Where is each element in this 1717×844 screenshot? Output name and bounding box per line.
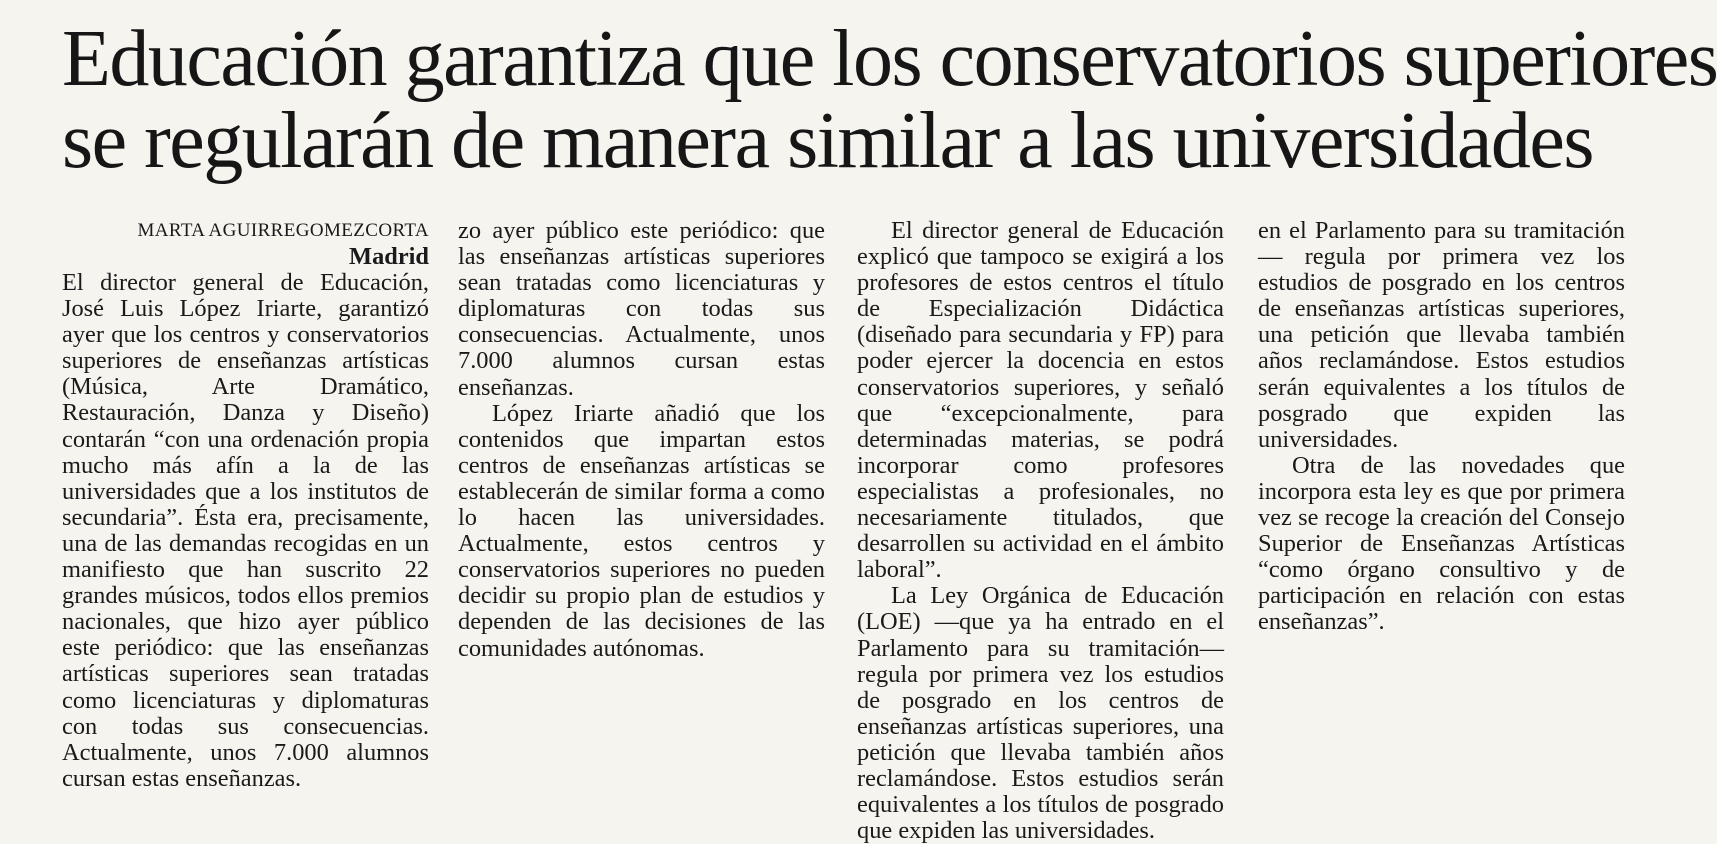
paragraph-1: El director general de Educación, José Luis López Iriarte, garantizó ayer que los centros y conservatorios superiores de enseñanzas artísticas (Música, Arte Dramático, Restauración, Danza y Diseño) contarán “con una ordenación propia mucho más afín a la de las universidades que a los institutos de secundaria”. Ésta era, precisamente, una de las demandas recogidas en un manifiesto que han suscrito 22 grandes músicos, todos ellos premios nacionales, que hizo ayer público este periódico: que las enseñanzas artísticas superiores sean tratadas como licenciaturas y diplomaturas con todas sus consecuencias. Actualmente, unos 7.000 alumnos cursan estas enseñanzas. [62,269,429,792]
paragraph-4-continued: en el Parlamento para su tramitación— regula por primera vez los estudios de posgrado en los centros de enseñanzas artísticas superiores, una petición que llevaba también años reclamándose. Estos estudios serán equivalentes a los títulos de posgrado que expiden las universidades. [1258,217,1625,453]
headline-line-1: Educación garantiza que los conservatorios superiores [62,15,1717,103]
paragraph-1-continued: zo ayer público este periódico: que las enseñanzas artísticas superiores sean tratadas como licenciaturas y diplomaturas con todas sus consecuencias. Actualmente, unos 7.000 alumnos cursan estas enseñanzas. [458,217,825,401]
column-4 [1258,218,1625,688]
headline [62,15,1717,185]
dateline-place: Madrid [349,243,429,270]
paragraph-5: Otra de las novedades que incorpora esta ley es que por primera vez se recoge la creación del Consejo Superior de Enseñanzas Artísticas “como órgano consultivo y de participación en relación con estas enseñanzas”. [1258,451,1625,636]
column-1 [62,218,429,792]
byline: MARTA AGUIRREGOMEZCORTA [137,220,429,241]
paragraph-3: El director general de Educación explicó que tampoco se exigirá a los profesores de estos centros el título de Especialización Didáctica (diseñado para secundaria y FP) para poder ejercer la docencia en estos conservatorios superiores, y señaló que “excepcionalmente, para determinadas materias, se podrá incorporar como profesores especialistas a profesionales, no necesariamente titulados, que desarrollen su actividad en el ámbito laboral”. [857,217,1224,584]
paragraph-2: López Iriarte añadió que los contenidos que impartan estos centros de enseñanzas artísticas se establecerán de similar forma a como lo hacen las universidades. Actualmente, estos centros y conservatorios superiores no pueden decidir su propio plan de estudios y dependen de las decisiones de las comunidades autónomas. [458,399,825,662]
paragraph-4: La Ley Orgánica de Educación (LOE) —que ya ha entrado en el Parlamento para su tramitación— regula por primera vez los estudios de posgrado en los centros de enseñanzas artísticas superiores, una petición que llevaba también años reclamándose. Estos estudios serán equivalentes a los títulos de posgrado que expiden las universidades. [857,582,1224,844]
column-2 [458,218,825,688]
column-3 [857,217,1224,844]
headline-line-2: se regularán de manera similar a las universidades [62,97,1594,185]
